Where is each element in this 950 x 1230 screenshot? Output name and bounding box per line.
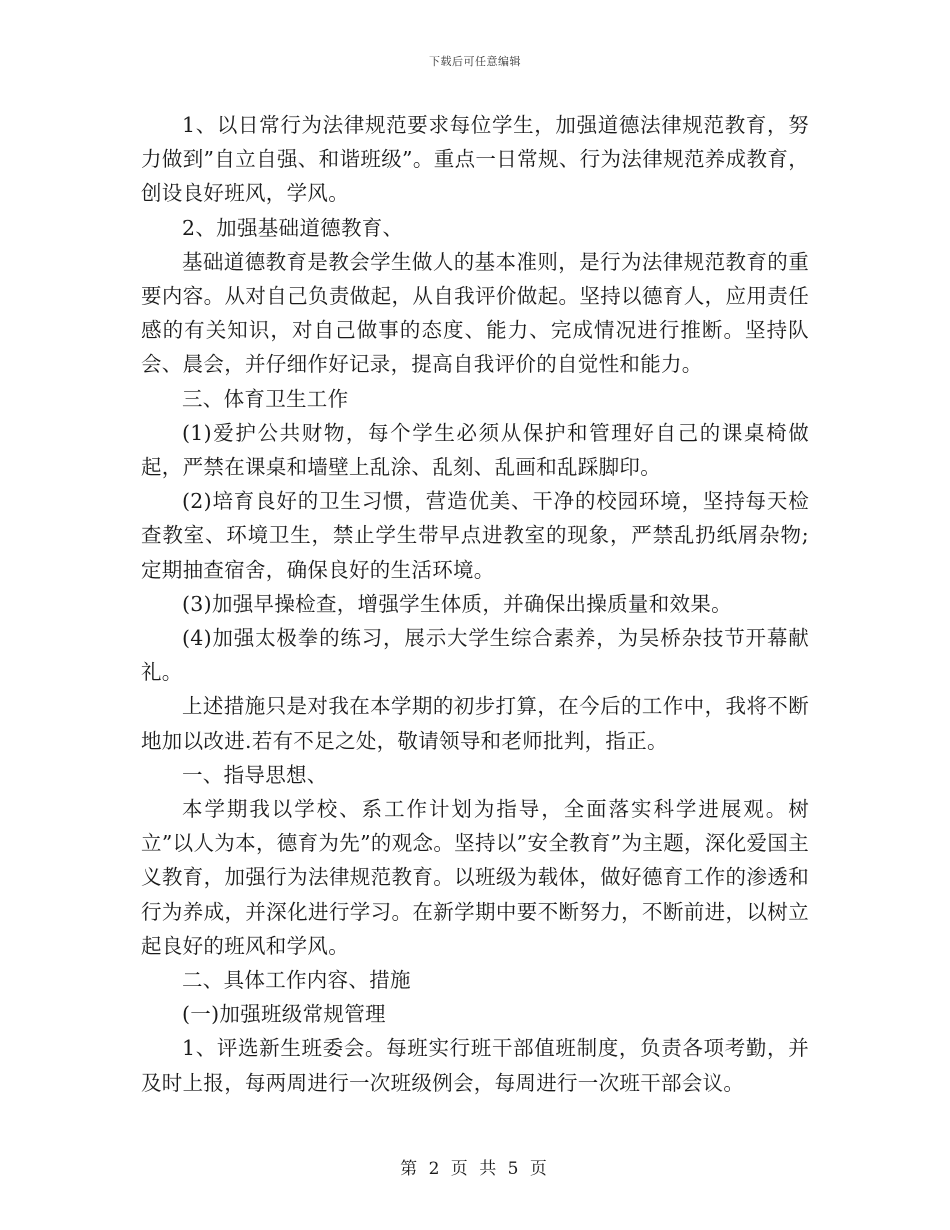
paragraph: 1、以日常行为法律规范要求每位学生，加强道德法律规范教育，努力做到”自立自强、和谐班级”。重点一日常规、行为法律规范养成教育，创设良好班风，学风。 (141, 113, 809, 206)
document-body (141, 108, 809, 1100)
paragraph: (1)爱护公共财物，每个学生必须从保护和管理好自己的课桌椅做起，严禁在课桌和墙壁上乱涂、乱刻、乱画和乱踩脚印。 (141, 420, 809, 480)
paragraph: 上述措施只是对我在本学期的初步打算，在今后的工作中，我将不断地加以改进.若有不足之处，敬请领导和老师批判，指正。 (141, 694, 809, 753)
paragraph: 2、加强基础道德教育、 (182, 215, 404, 240)
subsection-heading: (一)加强班级常规管理 (182, 1002, 386, 1027)
paragraph: 本学期我以学校、系工作计划为指导，全面落实科学进展观。树立”以人为本，德育为先”的观念。坚持以”安全教育”为主题，深化爱国主义教育，加强行为法律规范教育。以班级为载体，做好德育工作的渗透和行为养成，并深化进行学习。在新学期中要不断努力，不断前进，以树立起良好的班风和学风。 (141, 797, 809, 958)
paragraph: (2)培育良好的卫生习惯，营造优美、干净的校园环境，坚持每天检查教室、环境卫生，禁止学生带早点进教室的现象，严禁乱扔纸屑杂物;定期抽查宿舍，确保良好的生活环境。 (141, 489, 809, 582)
page-header: 下载后可任意编辑 (429, 55, 521, 68)
section-heading: 一、指导思想、 (182, 762, 328, 787)
paragraph: 基础道德教育是教会学生做人的基本准则，是行为法律规范教育的重要内容。从对自己负责做起，从自我评价做起。坚持以德育人，应用责任感的有关知识，对自己做事的态度、能力、完成情况进行推断。坚持队会、晨会，并仔细作好记录，提高自我评价的自觉性和能力。 (141, 249, 809, 377)
paragraph: 1、评选新生班委会。每班实行班干部值班制度，负责各项考勤，并及时上报，每两周进行一次班级例会，每周进行一次班干部会议。 (141, 1036, 809, 1095)
paragraph: (3)加强早操检查，增强学生体质，并确保出操质量和效果。 (182, 591, 732, 616)
page-number: 第 2 页 共 5 页 (400, 1159, 550, 1179)
paragraph: (4)加强太极拳的练习，展示大学生综合素养，为吴桥杂技节开幕献礼。 (141, 626, 809, 685)
section-heading: 三、体育卫生工作 (182, 386, 349, 411)
section-heading: 二、具体工作内容、措施 (182, 968, 411, 993)
